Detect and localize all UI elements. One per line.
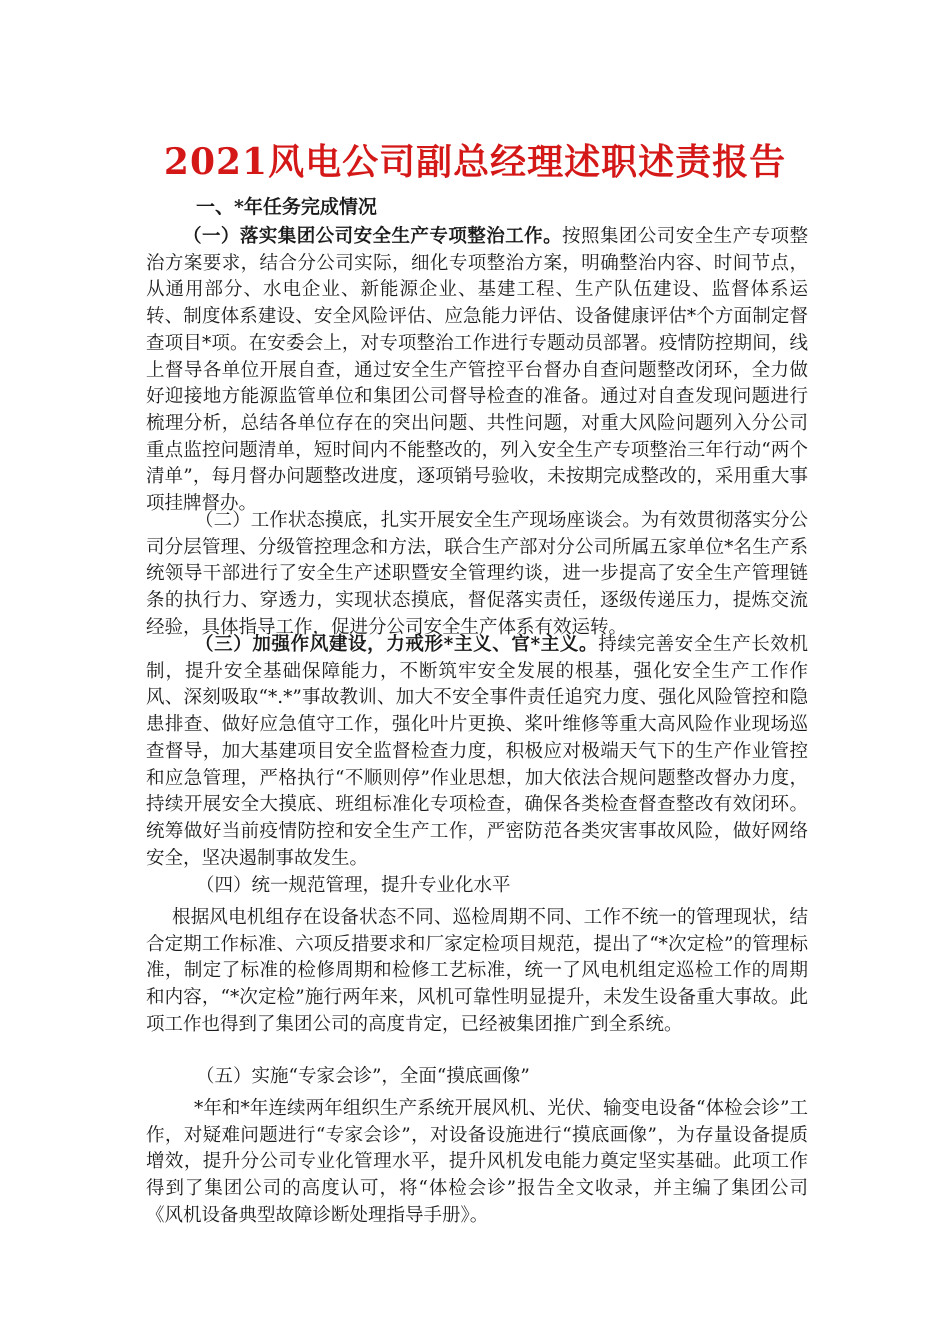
paragraph-2: （二）工作状态摸底，扎实开展安全生产现场座谈会。为有效贯彻落实分公司分层管理、分级管控理念和方法，联合生产部对分公司所属五家单位*名生产系统领导干部进行了安全生产述职暨安全管理约谈，进一步提高了安全生产管理链条的执行力、穿透力，实现状态摸底，督促落实责任，逐级传递压力，提炼交流经验，具体指导工作，促进分公司安全生产体系有效运转。 — [146, 510, 808, 638]
paragraph-5: *年和*年连续两年组织生产系统开展风机、光伏、输变电设备“体检会诊”工作，对疑难问题进行“专家会诊”，对设备设施进行“摸底画像”，为存量设备提质增效，提升分公司专业化管理水平，提升风机发电能力奠定坚实基础。此项工作得到了集团公司的高度认可，将“体检会诊”报告全文收录，并主编了集团公司《风机设备典型故障诊断处理指导手册》。 — [146, 1098, 808, 1226]
subsection-heading-4: （四）统一规范管理，提升专业化水平 — [196, 875, 511, 896]
paragraph-3-lead: （三）加强作风建设，力戒形*主义、官*主义。 — [195, 634, 599, 655]
paragraph-1-body: 按照集团公司安全生产专项整治方案要求，结合分公司实际，细化专项整治方案，明确整治内容、时间节点，从通用部分、水电企业、新能源企业、基建工程、生产队伍建设、监督体系运转、制度体系建设、安全风险评估、应急能力评估、设备健康评估*个方面制定督查项目*项。在安委会上，对专项整治工作进行专题动员部署。疫情防控期间，线上督导各单位开展自查，通过安全生产管控平台督办自查问题整改闭环，全力做好迎接地方能源监管单位和集团公司督导检查的准备。通过对自查发现问题进行梳理分析，总结各单位存在的突出问题、共性问题，对重大风险问题列入分公司重点监控问题清单，短时间内不能整改的，列入安全生产专项整治三年行动“两个清单”，每月督办问题整改进度，逐项销号验收，未按期完成整改的，采用重大事项挂牌督办。 — [146, 226, 808, 515]
paragraph-3 — [146, 632, 808, 872]
paragraph-4: 根据风电机组存在设备状态不同、巡检周期不同、工作不统一的管理现状，结合定期工作标准、六项反措要求和厂家定检项目规范，提出了“*次定检”的管理标准，制定了标准的检修周期和检修工艺标准，统一了风电机组定巡检工作的周期和内容，“*次定检”施行两年来，风机可靠性明显提升，未发生设备重大事故。此项工作也得到了集团公司的高度肯定，已经被集团推广到全系统。 — [146, 907, 808, 1035]
paragraph-1 — [146, 224, 808, 518]
subsection-heading-5: （五）实施“专家会诊”，全面“摸底画像” — [196, 1066, 530, 1087]
section-heading: 一、*年任务完成情况 — [196, 196, 377, 218]
paragraph-3-body: 持续完善安全生产长效机制，提升安全基础保障能力，不断筑牢安全发展的根基，强化安全生产工作作风、深刻吸取“*.*”事故教训、加大不安全事件责任追究力度、强化风险管控和隐患排查、做好应急值守工作，强化叶片更换、桨叶维修等重大高风险作业现场巡查督导，加大基建项目安全监督检查力度，积极应对极端天气下的生产作业管控和应急管理，严格执行“不顺则停”作业思想，加大依法合规问题整改督办力度，持续开展安全大摸底、班组标准化专项检查，确保各类检查督查整改有效闭环。统筹做好当前疫情防控和安全生产工作，严密防范各类灾害事故风险，做好网络安全，坚决遏制事故发生。 — [146, 634, 808, 869]
paragraph-1-lead: （一）落实集团公司安全生产专项整治工作。 — [183, 226, 563, 247]
document-title: 2021风电公司副总经理述职述责报告 — [163, 141, 787, 183]
